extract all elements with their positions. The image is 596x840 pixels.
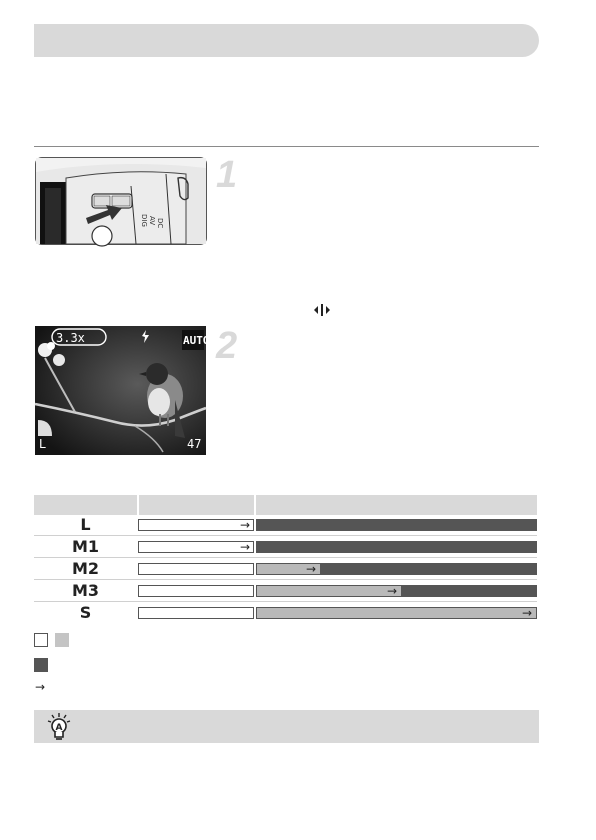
tip-bar xyxy=(34,710,539,743)
zoom-limit-arrow-icon: → xyxy=(387,584,398,598)
zoom-limit-arrow-icon: → xyxy=(306,562,317,576)
table-row-label: L xyxy=(80,515,91,534)
optical-zoom-box xyxy=(138,563,254,575)
row-divider xyxy=(34,601,537,602)
step-number-2: 2 xyxy=(216,325,238,367)
legend-white-square xyxy=(34,633,48,647)
row-divider xyxy=(34,535,537,536)
camera-illustration xyxy=(36,158,206,244)
table-header-digital xyxy=(256,495,537,515)
zoom-limit-arrow-icon: → xyxy=(240,540,251,554)
optical-zoom-box xyxy=(138,585,254,597)
dark-zoom-segment xyxy=(321,563,537,575)
optical-zoom-box xyxy=(138,519,254,531)
section-divider xyxy=(34,146,539,147)
row-divider xyxy=(34,557,537,558)
table-header-size xyxy=(34,495,137,515)
optical-zoom-box xyxy=(138,607,254,619)
legend-arrow-icon: → xyxy=(35,680,46,694)
camera-zoom-lever-photo xyxy=(35,157,207,245)
lcd-screen-photo xyxy=(35,326,210,455)
digital-zoom-icon xyxy=(312,303,332,317)
svg-text:AV: AV xyxy=(148,216,156,226)
light-zoom-segment xyxy=(256,607,537,619)
table-row-label: M3 xyxy=(71,581,100,600)
dark-zoom-segment xyxy=(402,585,537,597)
row-divider xyxy=(34,579,537,580)
dark-zoom-segment xyxy=(256,519,537,531)
osd-zoom-factor: 3.3x xyxy=(56,331,85,345)
osd-shots-remaining: 47 xyxy=(187,437,202,451)
step-number-1: 1 xyxy=(216,154,238,196)
svg-text:A: A xyxy=(55,723,63,733)
lightbulb-icon xyxy=(46,713,72,741)
osd-image-size: L xyxy=(39,437,46,451)
legend-light-square xyxy=(55,633,69,647)
svg-text:DC: DC xyxy=(156,218,164,229)
zoom-limit-arrow-icon: → xyxy=(240,518,251,532)
table-row-label: M1 xyxy=(71,537,100,556)
light-zoom-segment xyxy=(256,585,402,597)
section-title-bar xyxy=(34,24,539,57)
legend-dark-square xyxy=(34,658,48,672)
optical-zoom-box xyxy=(138,541,254,553)
osd-shooting-mode: AUTO xyxy=(183,334,210,347)
table-header-optical xyxy=(139,495,254,515)
svg-text:DIG: DIG xyxy=(140,214,148,227)
table-row-label: M2 xyxy=(71,559,100,578)
dark-zoom-segment xyxy=(256,541,537,553)
zoom-limit-arrow-icon: → xyxy=(522,606,533,620)
table-row-label: S xyxy=(79,603,92,622)
bird-scene xyxy=(35,326,206,455)
